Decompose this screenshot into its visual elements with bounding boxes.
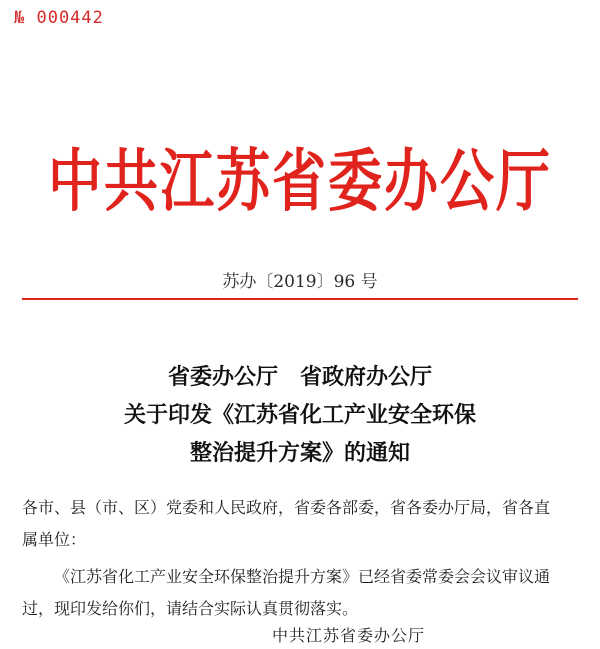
- document-number: 苏办〔2019〕96 号: [222, 272, 378, 292]
- body-paragraph: 《江苏省化工产业安全环保整治提升方案》已经省委常委会会议审议通过，现印发给你们，请结合实际认真贯彻落实。: [22, 567, 551, 618]
- signature: 中共江苏省委办公厅: [272, 626, 426, 645]
- serial-number: № 000442: [14, 8, 104, 28]
- issuer-header: 中共江苏省委办公厅: [48, 141, 552, 221]
- title-line-3: 整治提升方案》的通知: [189, 441, 410, 466]
- recipients-paragraph: 各市、县（市、区）党委和人民政府，省委各部委，省各委办厅局，省各直属单位：: [22, 498, 551, 549]
- title-line-2: 关于印发《江苏省化工产业安全环保: [123, 403, 476, 428]
- title-line-1: 省委办公厅 省政府办公厅: [167, 365, 432, 390]
- red-separator-line: [22, 298, 578, 300]
